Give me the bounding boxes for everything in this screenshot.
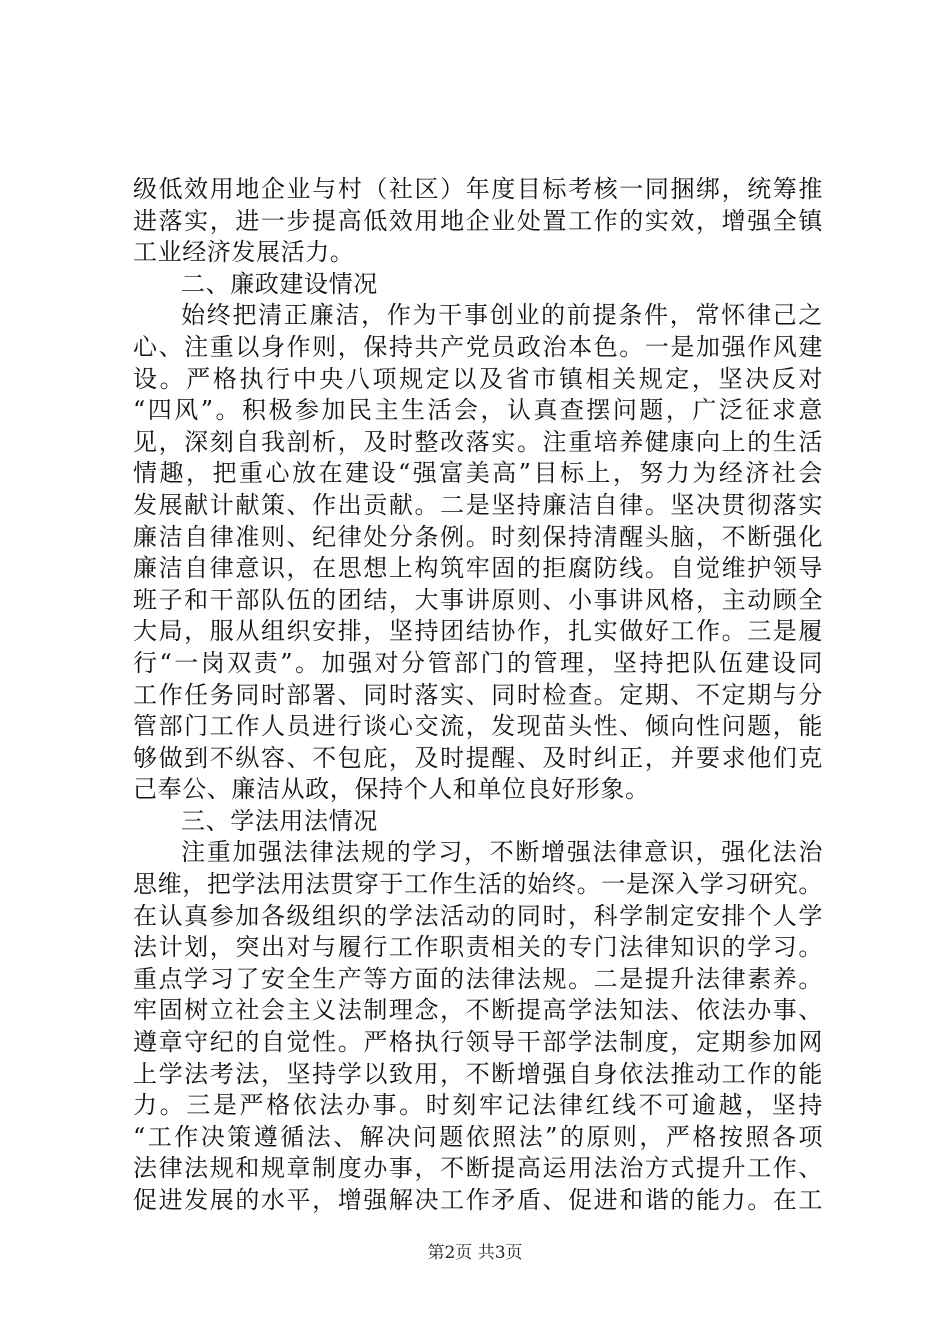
- text-line: 够做到不纵容、不包庇，及时提醒、及时纠正，并要求他们克: [133, 743, 823, 772]
- text-line: 法律法规和规章制度办事，不断提高运用法治方式提升工作、: [133, 1154, 823, 1183]
- text-line: 情趣，把重心放在建设“强富美高”目标上，努力为经济社会: [133, 459, 823, 488]
- text-line: 注重加强法律法规的学习，不断增强法律意识，强化法治: [181, 838, 823, 867]
- text-line: “四风”。积极参加民主生活会，认真查摆问题，广泛征求意: [133, 396, 823, 425]
- text-line: 发展献计献策、作出贡献。二是坚持廉洁自律。坚决贯彻落实: [133, 490, 823, 519]
- text-line: 级低效用地企业与村（社区）年度目标考核一同捆绑，统筹推: [133, 175, 823, 203]
- text-line: 重点学习了安全生产等方面的法律法规。二是提升法律素养。: [133, 964, 823, 993]
- text-line: 管部门工作人员进行谈心交流，发现苗头性、倾向性问题，能: [133, 712, 823, 741]
- text-line: 法计划，突出对与履行工作职责相关的专门法律知识的学习。: [133, 933, 823, 962]
- text-line: 设。严格执行中央八项规定以及省市镇相关规定，坚决反对: [133, 364, 823, 393]
- text-line: 进落实，进一步提高低效用地企业处置工作的实效，增强全镇: [133, 206, 823, 235]
- text-line: 始终把清正廉洁，作为干事创业的前提条件，常怀律己之: [181, 301, 823, 330]
- text-line: 力。三是严格依法办事。时刻牢记法律红线不可逾越，坚持: [133, 1091, 823, 1120]
- page-footer: 第2页 共3页: [427, 1243, 523, 1263]
- text-line: 大局，服从组织安排，坚持团结协作，扎实做好工作。三是履: [133, 617, 823, 646]
- text-line: 牢固树立社会主义法制理念，不断提高学法知法、依法办事、: [133, 996, 823, 1025]
- text-line: “工作决策遵循法、解决问题依照法”的原则，严格按照各项: [133, 1122, 823, 1151]
- text-line: 促进发展的水平，增强解决工作矛盾、促进和谐的能力。在工: [133, 1186, 823, 1214]
- text-line: 遵章守纪的自觉性。严格执行领导干部学法制度，定期参加网: [133, 1028, 823, 1057]
- text-line: 廉洁自律意识，在思想上构筑牢固的拒腐防线。自觉维护领导: [133, 554, 823, 583]
- text-line: 心、注重以身作则，保持共产党员政治本色。一是加强作风建: [133, 332, 823, 361]
- text-line: 工业经济发展活力。: [133, 238, 355, 267]
- text-line: 班子和干部队伍的团结，大事讲原则、小事讲风格，主动顾全: [133, 585, 823, 614]
- text-line: 见，深刻自我剖析，及时整改落实。注重培养健康向上的生活: [133, 427, 823, 456]
- text-line: 三、学法用法情况: [181, 806, 378, 835]
- body-text: [133, 174, 823, 1217]
- text-line: 上学法考法，坚持学以致用，不断增强自身依法推动工作的能: [133, 1059, 823, 1088]
- text-line: 己奉公、廉洁从政，保持个人和单位良好形象。: [133, 775, 650, 804]
- text-line: 廉洁自律准则、纪律处分条例。时刻保持清醒头脑，不断强化: [133, 522, 823, 551]
- text-line: 二、廉政建设情况: [181, 269, 378, 298]
- text-line: 在认真参加各级组织的学法活动的同时，科学制定安排个人学: [133, 901, 823, 930]
- text-line: 工作任务同时部署、同时落实、同时检查。定期、不定期与分: [133, 680, 823, 709]
- text-line: 思维，把学法用法贯穿于工作生活的始终。一是深入学习研究。: [133, 870, 823, 899]
- text-line: 行“一岗双责”。加强对分管部门的管理，坚持把队伍建设同: [133, 648, 823, 677]
